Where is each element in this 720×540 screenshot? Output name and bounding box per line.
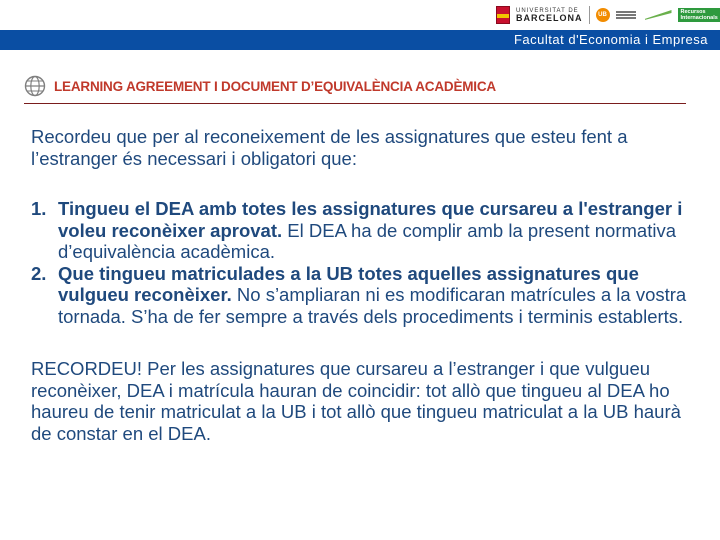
section-heading: [24, 75, 496, 97]
list-item-number: 1.: [31, 198, 47, 219]
logo-divider: [589, 6, 590, 24]
list-item-bold: Que tingueu matriculades a la UB totes aquelles assignatures que vulgueu reconèixer.: [58, 262, 639, 305]
list-item-text: El DEA ha de complir amb la present normativa d’equivalència acadèmica.: [58, 219, 676, 262]
reminder-paragraph: RECORDEU! Per les assignatures que cursareu a l’estranger i que vulgueu reconèixer, DEA i matrícula hauran de coincidir: tot allò que tingueu al DEA ho haureu de tenir matriculat a la UB i tot allò que tingueu matriculat a la UB haurà de constar en el DEA.: [31, 358, 681, 444]
list-item-number: 2.: [31, 262, 47, 284]
list-item-text: No s’ampliaran ni es modificaran matrícules a la vostra tornada. S’ha de fer sempre a través dels procediments i terminis establerts.: [58, 284, 687, 327]
faculty-title: Facultat d'Economia i Empresa: [513, 32, 708, 47]
section-divider: [24, 103, 686, 104]
badge-lines-icon: [616, 11, 636, 19]
globe-icon: [24, 75, 46, 97]
list-item: [31, 263, 703, 328]
list-item-bold: Tingueu el DEA amb totes les assignatures que cursareu a l'estranger i voleu reconèixer aprovat.: [58, 198, 683, 241]
ub-logo-small-text: UNIVERSITAT DE: [516, 7, 579, 14]
green-box-line1: Recursos: [680, 8, 706, 15]
green-box-line2: Internacionals: [680, 15, 718, 21]
section-title: LEARNING AGREEMENT I DOCUMENT D’EQUIVALÈNCIA ACADÈMICA: [54, 78, 496, 94]
faculty-bar: [0, 30, 720, 50]
list-item: [31, 198, 703, 263]
main-content: [31, 126, 703, 444]
ub-badge-icon: UB: [596, 8, 610, 22]
intro-paragraph: Recordeu que per al reconeixement de les assignatures que esteu fent a l’estranger és necessari i obligatori que:: [31, 126, 628, 169]
header-logos: [496, 4, 720, 26]
ub-crest-icon: [496, 6, 510, 24]
ub-logo: [516, 8, 583, 23]
requirements-list: [31, 198, 703, 327]
ub-logo-big-text: BARCELONA: [516, 12, 583, 23]
arrow-logo-icon: [642, 10, 672, 20]
recursos-internacionals-logo: [678, 8, 720, 23]
